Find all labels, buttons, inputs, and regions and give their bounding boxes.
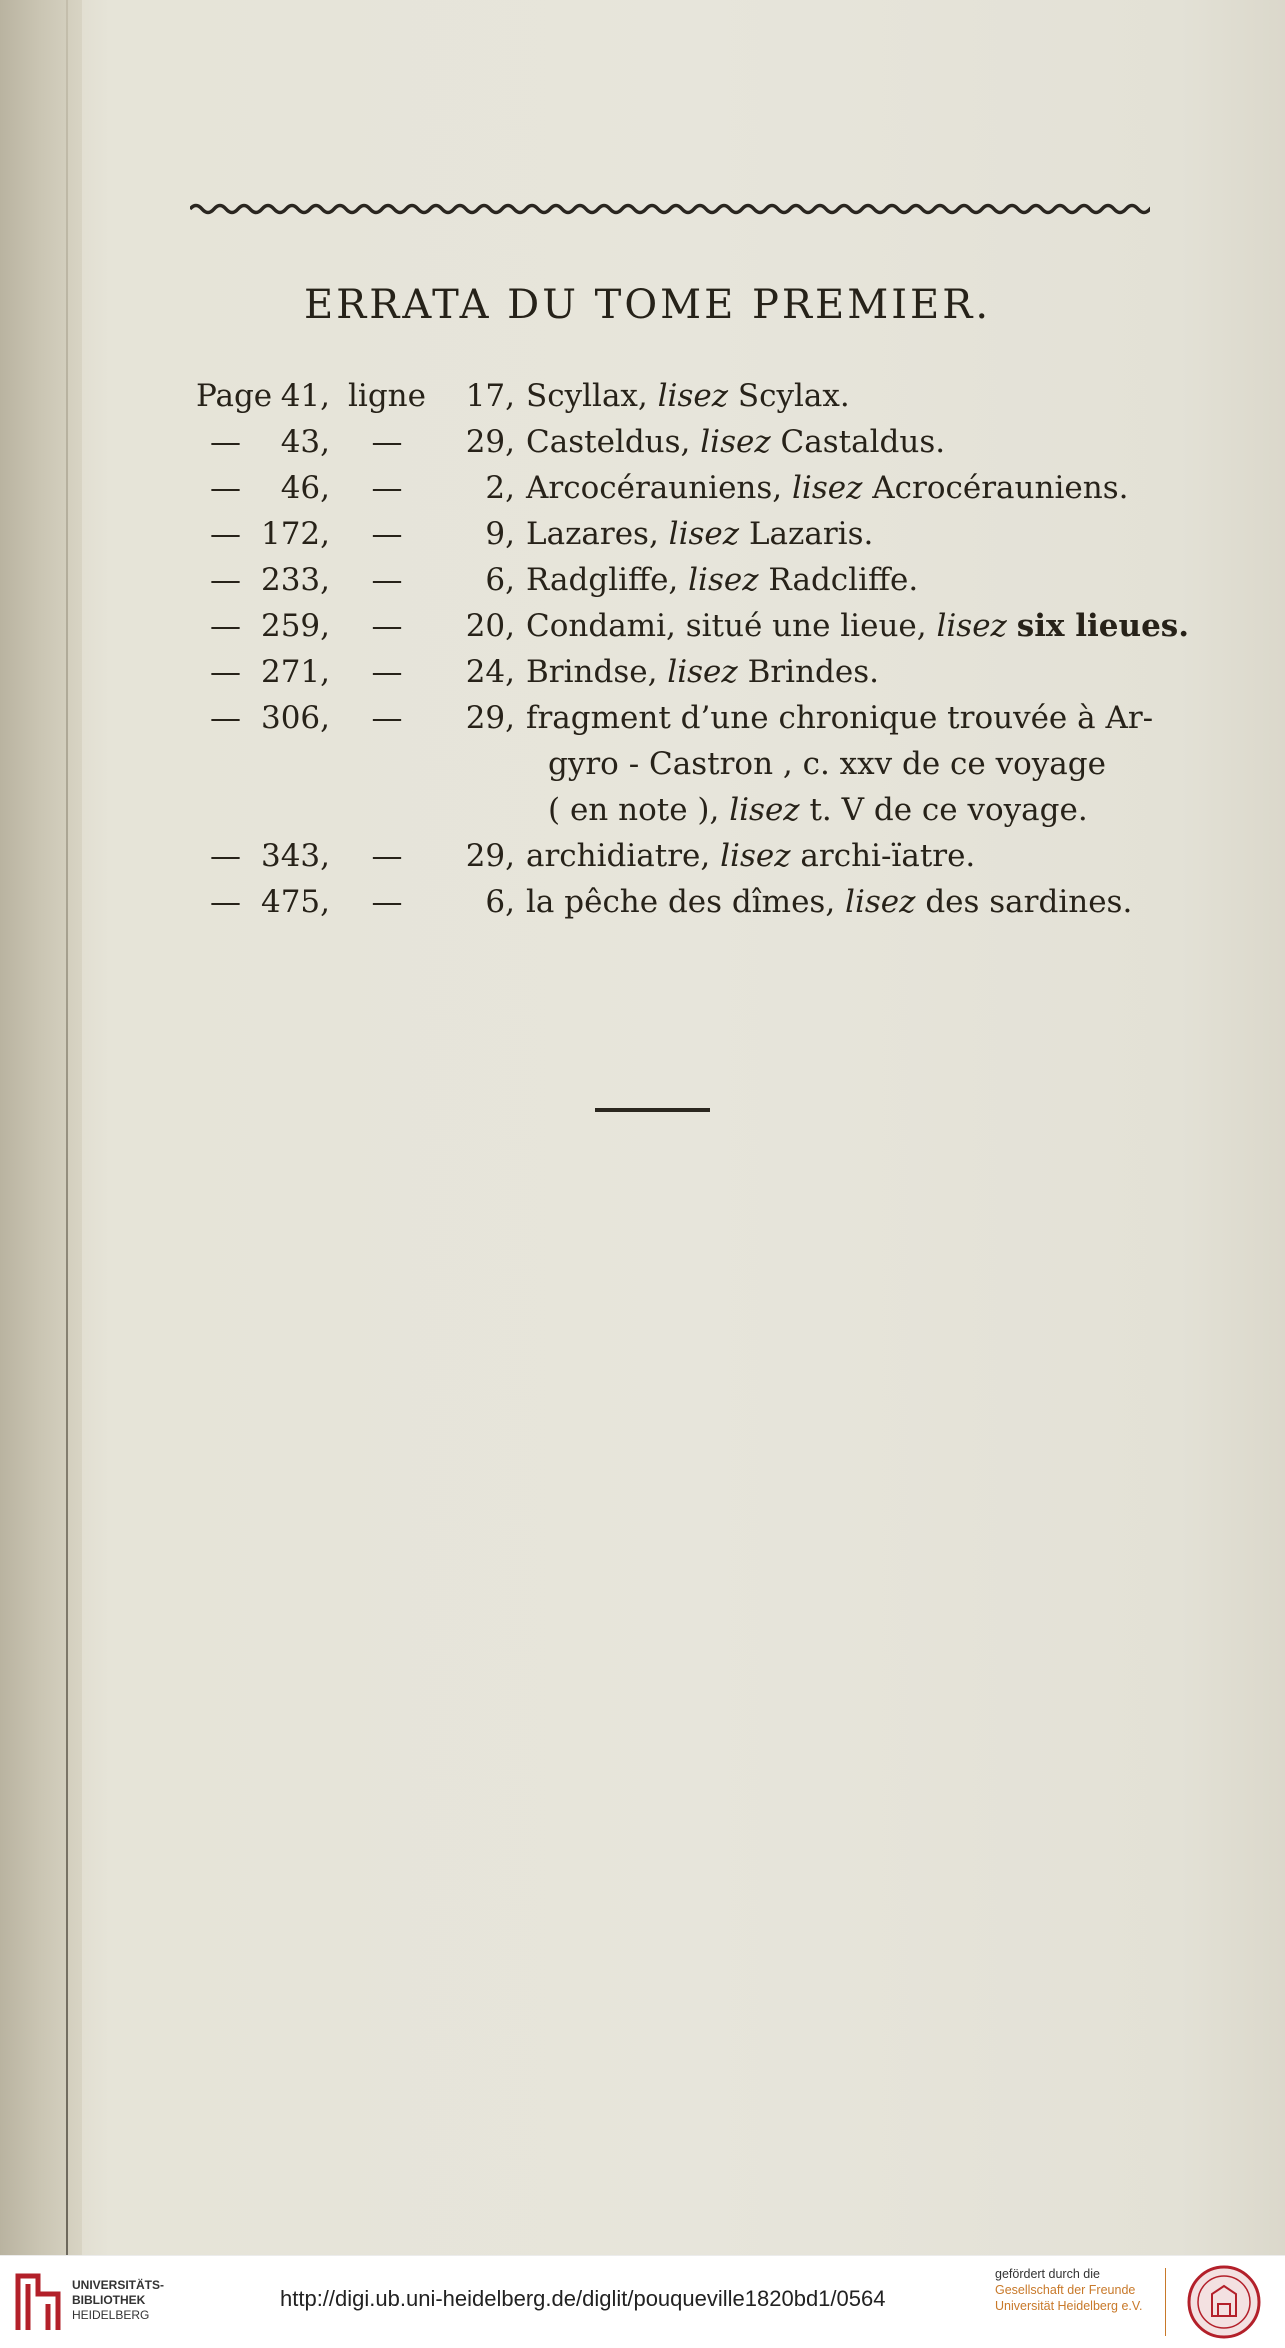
decorative-rule <box>190 200 1150 218</box>
errata-page-label: — <box>210 608 241 644</box>
errata-line-label: — <box>371 424 403 460</box>
errata-line-number: 29, <box>465 838 515 874</box>
errata-page-number: 343, <box>260 838 330 874</box>
university-library-logo-icon <box>14 2270 66 2334</box>
permalink-url[interactable]: http://digi.ub.uni-heidelberg.de/diglit/pouqueville1820bd1/0564 <box>280 2286 886 2311</box>
errata-page-label: — <box>210 838 241 874</box>
page-gutter <box>0 0 82 2255</box>
errata-row <box>0 838 1285 884</box>
errata-correction: Casteldus, lisez Castaldus. <box>526 424 946 460</box>
errata-line-number: 9, <box>485 516 515 552</box>
errata-correction: Radgliffe, lisez Radcliffe. <box>526 562 919 598</box>
library-name-line-3: HEIDELBERG <box>72 2308 150 2322</box>
errata-line-label: — <box>371 470 403 506</box>
footer-divider <box>1165 2268 1166 2336</box>
errata-correction: la pêche des dîmes, lisez des sardines. <box>526 884 1133 920</box>
errata-row <box>0 424 1285 470</box>
errata-page-label: Page <box>196 378 273 414</box>
errata-line-number: 29, <box>465 424 515 460</box>
errata-row <box>0 792 1285 838</box>
library-name <box>72 2278 164 2323</box>
errata-correction: archidiatre, lisez archi-ïatre. <box>526 838 976 874</box>
errata-page-number: 41, <box>280 378 330 414</box>
errata-page-number: 46, <box>280 470 330 506</box>
sponsor-name-line-1: Gesellschaft der Freunde <box>995 2283 1136 2297</box>
errata-line-label: — <box>371 516 403 552</box>
errata-line-number: 6, <box>485 884 515 920</box>
errata-page-number: 43, <box>280 424 330 460</box>
errata-row <box>0 516 1285 562</box>
university-seal-icon <box>1186 2264 1262 2340</box>
errata-line-label: — <box>371 654 403 690</box>
errata-correction: Arcocérauniens, lisez Acrocérauniens. <box>526 470 1129 506</box>
errata-page-number: 475, <box>260 884 330 920</box>
errata-line-label: — <box>371 562 403 598</box>
errata-page-number: 306, <box>260 700 330 736</box>
sponsor-intro: gefördert durch die <box>995 2267 1100 2281</box>
errata-page-label: — <box>210 562 241 598</box>
errata-row <box>0 378 1285 424</box>
library-name-line-2: BIBLIOTHEK <box>72 2293 146 2307</box>
errata-page-number: 271, <box>260 654 330 690</box>
errata-line-label: — <box>371 700 403 736</box>
errata-line-label: — <box>371 838 403 874</box>
page-edge-shadow <box>66 0 68 2255</box>
errata-line-label: ligne <box>348 378 426 414</box>
library-name-line-1: UNIVERSITÄTS- <box>72 2278 165 2292</box>
errata-page-label: — <box>210 884 241 920</box>
errata-line-label: — <box>371 884 403 920</box>
errata-correction: Scyllax, lisez Scylax. <box>526 378 850 414</box>
errata-line-number: 2, <box>485 470 515 506</box>
errata-row <box>0 746 1285 792</box>
errata-line-number: 20, <box>465 608 515 644</box>
errata-correction: Brindse, lisez Brindes. <box>526 654 880 690</box>
errata-row <box>0 562 1285 608</box>
errata-continuation: ( en note ), lisez t. V de ce voyage. <box>548 792 1088 828</box>
errata-page-number: 172, <box>260 516 330 552</box>
errata-correction: fragment d’une chronique trouvée à Ar- <box>526 700 1154 736</box>
errata-page-number: 233, <box>260 562 330 598</box>
page-title: ERRATA DU TOME PREMIER. <box>303 282 992 328</box>
errata-line-number: 24, <box>465 654 515 690</box>
errata-line-number: 17, <box>465 378 515 414</box>
errata-page-label: — <box>210 654 241 690</box>
sponsor-name-line-2: Universität Heidelberg e.V. <box>995 2299 1143 2313</box>
errata-line-label: — <box>371 608 403 644</box>
errata-row <box>0 884 1285 930</box>
errata-row <box>0 700 1285 746</box>
errata-correction: Lazares, lisez Lazaris. <box>526 516 874 552</box>
errata-page-label: — <box>210 470 241 506</box>
errata-row <box>0 654 1285 700</box>
errata-row <box>0 470 1285 516</box>
errata-line-number: 29, <box>465 700 515 736</box>
footer-bar <box>0 2255 1285 2348</box>
errata-continuation: gyro - Castron , c. xxv de ce voyage <box>548 746 1106 782</box>
sponsor-text <box>995 2266 1143 2314</box>
errata-page-label: — <box>210 424 241 460</box>
errata-correction: Condami, situé une lieue, lisez six lieues. <box>526 608 1190 644</box>
errata-line-number: 6, <box>485 562 515 598</box>
closing-rule <box>595 1108 710 1112</box>
errata-page-number: 259, <box>260 608 330 644</box>
errata-page-label: — <box>210 700 241 736</box>
errata-row <box>0 608 1285 654</box>
errata-page-label: — <box>210 516 241 552</box>
